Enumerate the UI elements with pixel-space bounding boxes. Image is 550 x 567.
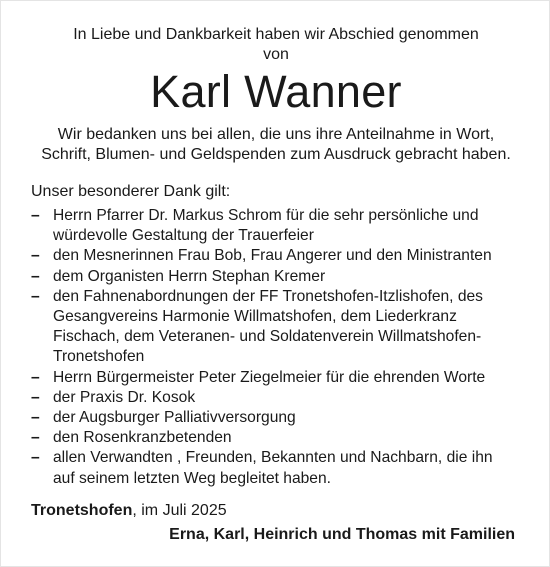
thanks-text: [1, 125, 550, 165]
list-item-line: allen Verwandten , Freunden, Bekannten und Nachbarn, die ihn: [53, 449, 493, 467]
list-item: [31, 388, 531, 408]
list-item-text: [53, 428, 531, 448]
list-item-text: [53, 287, 531, 368]
list-item-line: Gesangvereins Harmonie Willmatshofen, dem Liederkranz: [53, 308, 457, 326]
list-item-text: [53, 408, 531, 428]
list-item-text: [53, 267, 531, 287]
list-dash: –: [31, 207, 40, 224]
list-item-text: [53, 448, 531, 488]
list-item: [31, 246, 531, 266]
list-item-line: den Mesnerinnen Frau Bob, Frau Angerer und den Ministranten: [53, 247, 492, 265]
list-item-line: auf seinem letzten Weg begleitet haben.: [53, 469, 331, 487]
list-item-text: [53, 368, 531, 388]
list-item-text: [53, 388, 531, 408]
list-item-line: der Augsburger Palliativversorgung: [53, 409, 296, 427]
list-item: [31, 428, 531, 448]
list-dash: –: [31, 368, 40, 386]
list-item-line: den Fahnenabordnungen der FF Tronetshofen-Itzlishofen, des: [53, 287, 483, 305]
list-item-line: Fischach, dem Veteranen- und Soldatenverein Willmatshofen-: [53, 328, 482, 346]
thanks-line-2: Schrift, Blumen- und Geldspenden zum Ausdruck gebracht haben.: [41, 146, 511, 163]
thanks-list: [31, 206, 531, 489]
special-thanks-heading: Unser besonderer Dank gilt:: [31, 183, 231, 200]
list-item-line: Herrn Bürgermeister Peter Ziegelmeier für die ehrenden Worte: [53, 368, 486, 386]
list-item: [31, 408, 531, 428]
list-dash: –: [31, 267, 40, 285]
list-item-line: Tronetshofen: [53, 348, 145, 366]
intro-line-1: In Liebe und Dankbarkeit haben wir Abschied genommen: [73, 26, 479, 43]
list-dash: –: [31, 449, 40, 467]
list-dash: –: [31, 409, 40, 427]
family-signature: Erna, Karl, Heinrich und Thomas mit Familien: [169, 526, 515, 543]
list-item-line: dem Organisten Herrn Stephan Kremer: [53, 267, 326, 285]
date-text: , im Juli 2025: [132, 502, 227, 519]
list-dash: –: [31, 388, 40, 406]
list-item: [31, 448, 531, 488]
deceased-name: Karl Wanner: [150, 66, 402, 117]
list-item-line: Herrn Pfarrer Dr. Markus Schrom für die sehr persönliche und: [53, 207, 479, 224]
list-dash: –: [31, 287, 40, 305]
signoff: [31, 501, 227, 521]
intro-line-2: von: [263, 46, 289, 63]
list-item-line: der Praxis Dr. Kosok: [53, 388, 196, 406]
list-dash: –: [31, 247, 40, 265]
list-item-line: den Rosenkranzbetenden: [53, 429, 232, 447]
list-item: [31, 287, 531, 368]
list-item-line: würdevolle Gestaltung der Trauerfeier: [53, 227, 314, 245]
list-item-text: [53, 206, 531, 246]
list-item-text: [53, 246, 531, 266]
thanks-line-1: Wir bedanken uns bei allen, die uns ihre Anteilnahme in Wort,: [57, 126, 495, 143]
list-item: [31, 206, 531, 246]
list-dash: –: [31, 429, 40, 447]
place-name: Tronetshofen: [31, 502, 133, 519]
list-item: [31, 267, 531, 287]
list-item: [31, 368, 531, 388]
intro-text: [1, 25, 550, 65]
